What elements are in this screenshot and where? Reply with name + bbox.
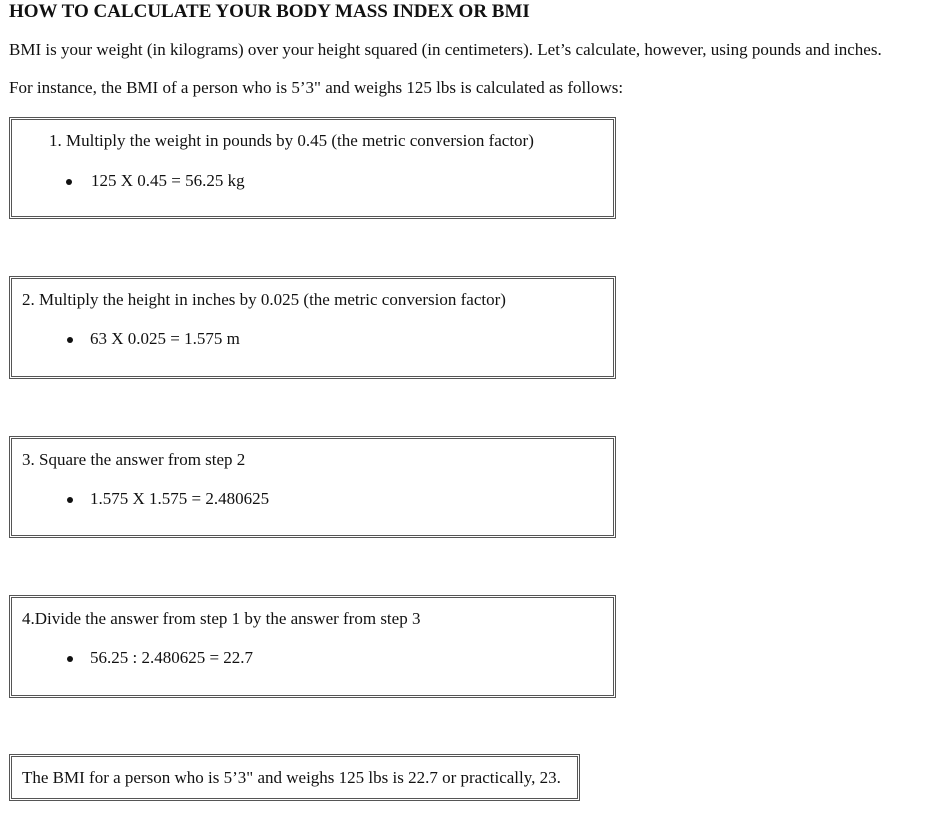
step-2-box — [9, 276, 616, 379]
step-3-calculation-item — [90, 489, 269, 509]
bullet-icon — [67, 497, 73, 503]
conclusion-box — [9, 754, 580, 801]
bmi-example-paragraph: For instance, the BMI of a person who is 5’3" and weighs 125 lbs is calculated as follows: — [9, 78, 624, 97]
bullet-icon — [67, 656, 73, 662]
page-title: HOW TO CALCULATE YOUR BODY MASS INDEX OR BMI — [9, 1, 530, 22]
step-4-box — [9, 595, 616, 698]
step-3-box — [9, 436, 616, 538]
bullet-icon — [66, 179, 72, 185]
step-2-calculation-item — [90, 329, 240, 349]
step-3-calculation: 1.575 X 1.575 = 2.480625 — [90, 489, 270, 508]
step-4-calculation-item — [90, 648, 253, 668]
step-3-heading: 3. Square the answer from step 2 — [22, 450, 246, 469]
step-1-calculation-item — [91, 171, 245, 191]
bullet-icon — [67, 337, 73, 343]
step-2-heading: 2. Multiply the height in inches by 0.025 (the metric conversion factor) — [22, 290, 506, 309]
conclusion-text: The BMI for a person who is 5’3" and weighs 125 lbs is 22.7 or practically, 23. — [22, 768, 561, 787]
step-1-heading: 1. Multiply the weight in pounds by 0.45 (the metric conversion factor) — [49, 131, 534, 150]
step-1-box — [9, 117, 616, 219]
step-4-calculation: 56.25 : 2.480625 = 22.7 — [90, 648, 254, 667]
bmi-definition-paragraph: BMI is your weight (in kilograms) over your height squared (in centimeters). Let’s calculate, however, using pounds and inches. — [9, 40, 882, 59]
step-1-calculation: 125 X 0.45 = 56.25 kg — [91, 171, 245, 190]
step-2-calculation: 63 X 0.025 = 1.575 m — [90, 329, 240, 348]
step-4-heading: 4.Divide the answer from step 1 by the answer from step 3 — [22, 609, 421, 628]
